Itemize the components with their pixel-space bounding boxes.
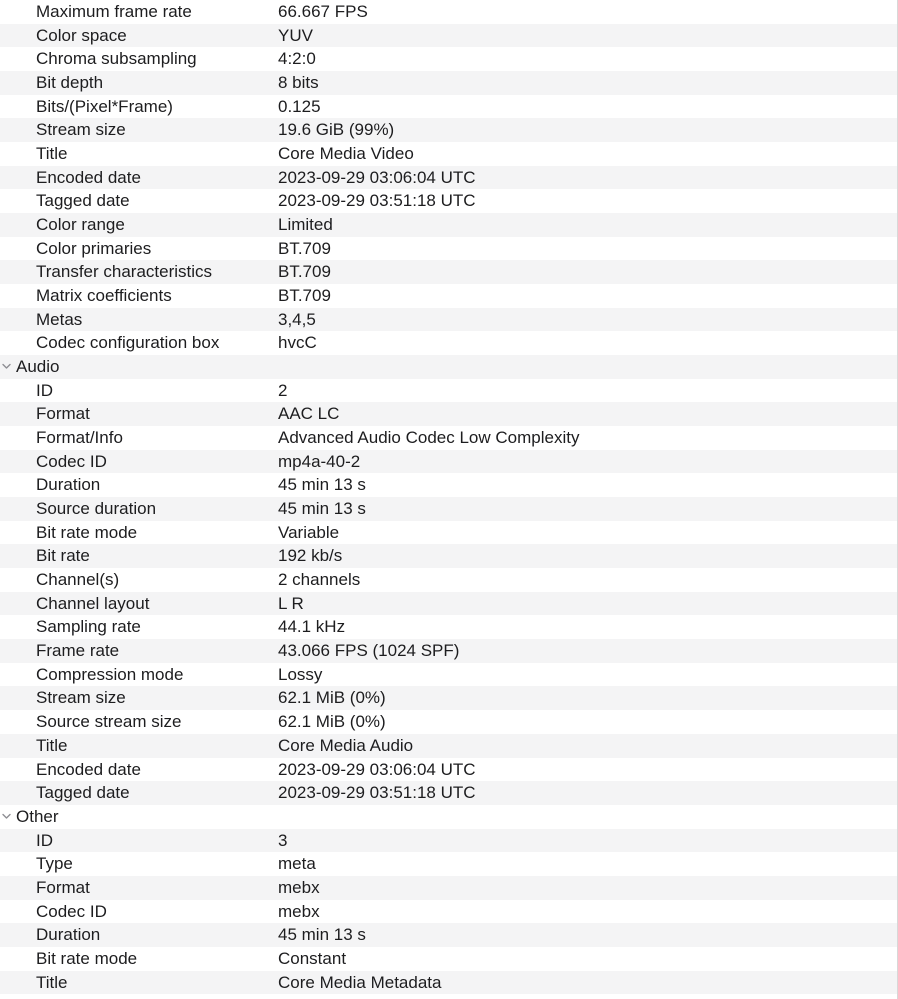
- property-key: Duration: [36, 925, 101, 945]
- property-row[interactable]: [0, 379, 897, 403]
- property-row[interactable]: [0, 95, 897, 119]
- property-key: Codec ID: [36, 901, 107, 921]
- property-value: 45 min 13 s: [278, 475, 366, 495]
- property-value: Variable: [278, 522, 340, 542]
- property-key: ID: [36, 380, 53, 400]
- property-row[interactable]: [0, 497, 897, 521]
- property-value: 8 bits: [278, 73, 319, 93]
- property-row[interactable]: [0, 0, 897, 24]
- property-key: Compression mode: [36, 664, 184, 684]
- property-key: Color space: [36, 25, 127, 45]
- property-row[interactable]: [0, 47, 897, 71]
- property-row[interactable]: [0, 308, 897, 332]
- property-value: 19.6 GiB (99%): [278, 120, 395, 140]
- property-row[interactable]: [0, 615, 897, 639]
- section-header-audio[interactable]: [0, 355, 897, 379]
- property-row[interactable]: [0, 710, 897, 734]
- property-row[interactable]: [0, 876, 897, 900]
- property-value: 62.1 MiB (0%): [278, 712, 386, 732]
- property-row[interactable]: [0, 473, 897, 497]
- property-key: Encoded date: [36, 759, 141, 779]
- property-value: 44.1 kHz: [278, 617, 346, 637]
- property-value: 2023-09-29 03:51:18 UTC: [278, 783, 476, 803]
- property-key: Codec configuration box: [36, 333, 220, 353]
- property-key: ID: [36, 830, 53, 850]
- property-row[interactable]: [0, 758, 897, 782]
- property-value: AAC LC: [278, 404, 340, 424]
- property-key: Format: [36, 404, 90, 424]
- property-key: Bit depth: [36, 73, 104, 93]
- property-key: Stream size: [36, 120, 126, 140]
- property-row[interactable]: [0, 24, 897, 48]
- property-key: Duration: [36, 475, 101, 495]
- property-value: meta: [278, 854, 316, 874]
- property-key: Source stream size: [36, 712, 182, 732]
- property-value: mp4a-40-2: [278, 451, 361, 471]
- property-key: Source duration: [36, 499, 157, 519]
- property-row[interactable]: [0, 426, 897, 450]
- property-row[interactable]: [0, 71, 897, 95]
- property-row[interactable]: [0, 284, 897, 308]
- property-row[interactable]: [0, 923, 897, 947]
- property-value: 43.066 FPS (1024 SPF): [278, 641, 460, 661]
- property-value: Limited: [278, 215, 333, 235]
- property-value: mebx: [278, 901, 320, 921]
- property-row[interactable]: [0, 521, 897, 545]
- property-key: Channel layout: [36, 593, 150, 613]
- property-key: Transfer characteristics: [36, 262, 213, 282]
- property-value: YUV: [278, 25, 313, 45]
- property-value: 2023-09-29 03:51:18 UTC: [278, 191, 476, 211]
- property-value: 2: [278, 380, 288, 400]
- property-key: Type: [36, 854, 73, 874]
- property-key: Title: [36, 972, 68, 992]
- property-row[interactable]: [0, 402, 897, 426]
- property-row[interactable]: [0, 450, 897, 474]
- property-value: 66.667 FPS: [278, 2, 368, 21]
- property-key: Tagged date: [36, 191, 130, 211]
- property-key: Color range: [36, 215, 125, 235]
- property-key: Stream size: [36, 688, 126, 708]
- property-value: Core Media Video: [278, 144, 414, 164]
- property-row[interactable]: [0, 213, 897, 237]
- chevron-down-icon[interactable]: [1, 811, 12, 822]
- property-row[interactable]: [0, 663, 897, 687]
- property-value: 2 channels: [278, 570, 361, 590]
- property-key: Channel(s): [36, 570, 120, 590]
- property-row[interactable]: [0, 189, 897, 213]
- property-value: Core Media Audio: [278, 735, 414, 755]
- property-key: Title: [36, 144, 68, 164]
- property-row[interactable]: [0, 686, 897, 710]
- property-value: 4:2:0: [278, 49, 316, 69]
- property-value: BT.709: [278, 238, 331, 258]
- property-key: Frame rate: [36, 641, 120, 661]
- property-key: Bit rate mode: [36, 522, 138, 542]
- property-value: 45 min 13 s: [278, 925, 366, 945]
- section-title: Audio: [16, 357, 60, 377]
- property-row[interactable]: [0, 142, 897, 166]
- property-row[interactable]: [0, 118, 897, 142]
- property-key: Bit rate: [36, 546, 90, 566]
- property-row[interactable]: [0, 260, 897, 284]
- property-key: Maximum frame rate: [36, 2, 192, 21]
- property-key: Color primaries: [36, 238, 152, 258]
- property-row[interactable]: [0, 237, 897, 261]
- property-row[interactable]: [0, 971, 897, 995]
- property-key: Tagged date: [36, 783, 130, 803]
- property-value: 45 min 13 s: [278, 499, 366, 519]
- property-value: Constant: [278, 948, 347, 968]
- property-key: Sampling rate: [36, 617, 141, 637]
- section-title: Other: [16, 806, 59, 826]
- property-row[interactable]: [0, 947, 897, 971]
- property-key: Format/Info: [36, 428, 123, 448]
- property-key: Matrix coefficients: [36, 286, 172, 306]
- property-row[interactable]: [0, 639, 897, 663]
- property-value: BT.709: [278, 262, 331, 282]
- property-value: 192 kb/s: [278, 546, 343, 566]
- property-key: Bits/(Pixel*Frame): [36, 96, 173, 116]
- property-value: Lossy: [278, 664, 323, 684]
- property-row[interactable]: [0, 781, 897, 805]
- property-key: Encoded date: [36, 167, 141, 187]
- property-key: Title: [36, 735, 68, 755]
- property-value: 62.1 MiB (0%): [278, 688, 386, 708]
- property-row[interactable]: [0, 900, 897, 924]
- property-row[interactable]: [0, 166, 897, 190]
- property-value: 0.125: [278, 96, 321, 116]
- property-row[interactable]: [0, 734, 897, 758]
- chevron-down-icon[interactable]: [1, 361, 12, 372]
- property-value: mebx: [278, 877, 320, 897]
- property-value: Core Media Metadata: [278, 972, 442, 992]
- property-value: 2023-09-29 03:06:04 UTC: [278, 759, 476, 779]
- property-value: Advanced Audio Codec Low Complexity: [278, 428, 580, 448]
- property-key: Format: [36, 877, 90, 897]
- property-key: Bit rate mode: [36, 948, 138, 968]
- property-key: Chroma subsampling: [36, 49, 197, 69]
- property-value: 3,4,5: [278, 309, 316, 329]
- property-value: 2023-09-29 03:06:04 UTC: [278, 167, 476, 187]
- property-value: L R: [278, 593, 304, 613]
- property-row[interactable]: [0, 852, 897, 876]
- property-key: Codec ID: [36, 451, 107, 471]
- property-value: hvcC: [278, 333, 317, 353]
- property-row[interactable]: [0, 568, 897, 592]
- property-value: BT.709: [278, 286, 331, 306]
- property-value: 3: [278, 830, 288, 850]
- property-row[interactable]: [0, 544, 897, 568]
- property-row[interactable]: [0, 829, 897, 853]
- property-row[interactable]: [0, 592, 897, 616]
- section-header-other[interactable]: [0, 805, 897, 829]
- property-row[interactable]: [0, 331, 897, 355]
- property-key: Metas: [36, 309, 83, 329]
